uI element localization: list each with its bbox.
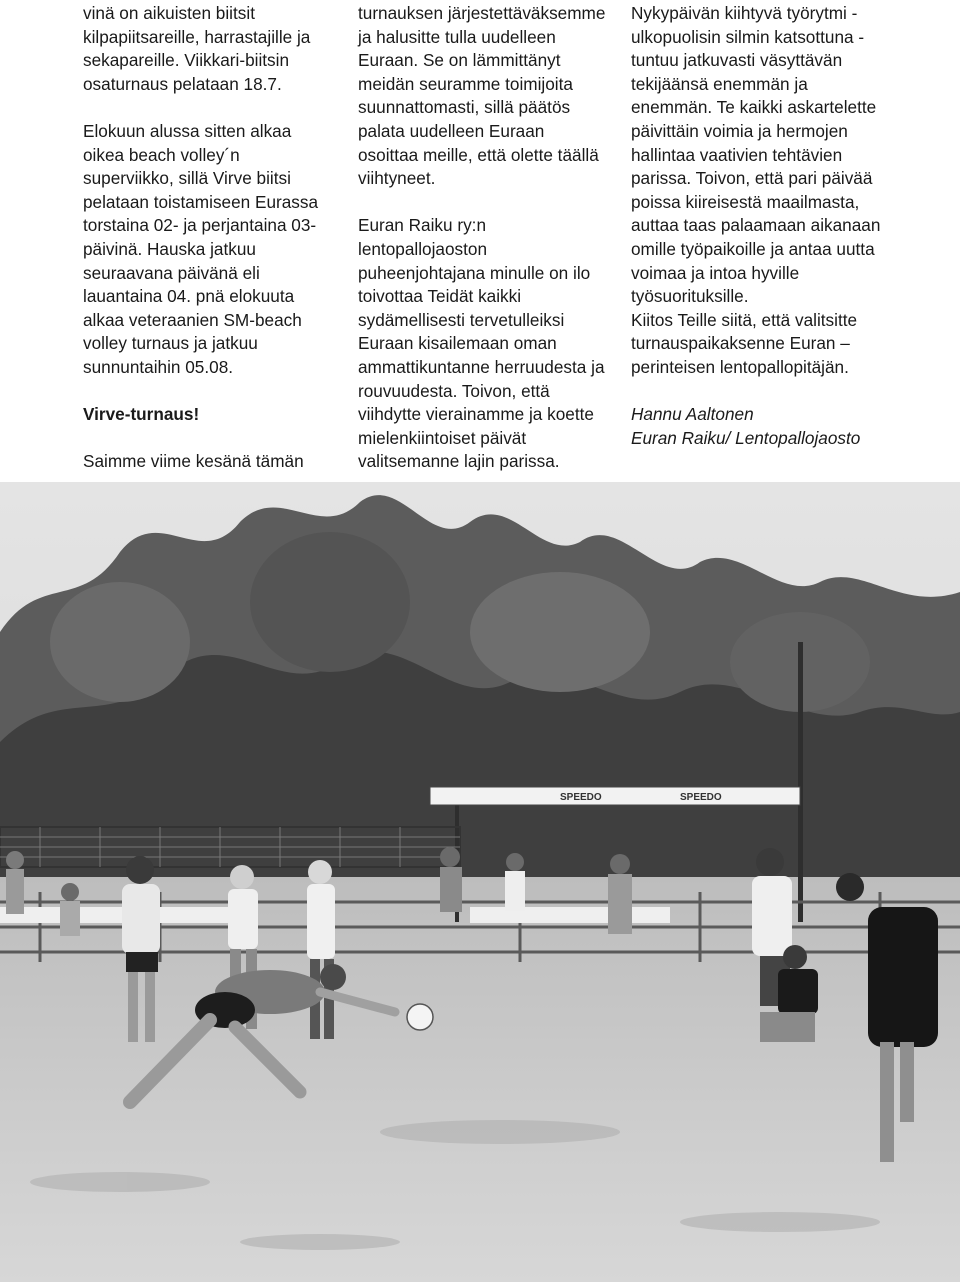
col2-paragraph-2: Euran Raiku ry:n lentopallojaoston puheenjohtajana minulle on ilo toivottaa Teidät kaikki sydämellisesti tervetulleiksi Euraan kisailemaan oman ammattikuntanne herruudesta ja rouvuudesta. Toivon, että viihdytte vierainamme ja koette mielenkiintoiset päivät valitsemanne lajin parissa. bbox=[358, 215, 605, 472]
signature-title: Euran Raiku/ Lentopallojaosto bbox=[631, 427, 861, 448]
section-heading: Virve-turnaus! bbox=[83, 404, 200, 425]
svg-text:SPEEDO: SPEEDO bbox=[680, 792, 722, 803]
col3-paragraph-2: Kiitos Teille siitä, että valitsitte turnauspaikaksenne Euran – perinteisen lentopallopitäjän. bbox=[631, 309, 858, 377]
beach-volleyball-photo bbox=[0, 482, 960, 1282]
article-column-2 bbox=[358, 2, 608, 474]
col3-paragraph-1: Nykypäivän kiihtyvä työrytmi - ulkopuolisin silmin katsottuna - tuntuu jatkuvasti väsyttävän tekijäänsä enemmän ja enemmän. Te kaikki askartelette päivittäin voimia ja hermojen hallintaa vaativien tehtävien parissa. Toivon, että pari päivää poissa kiireisestä maailmasta, auttaa taas palaamaan aikanaan omille työpaikoille ja antaa uutta voimaa ja intoa hyville työsuorituksille. bbox=[631, 3, 881, 307]
photo-illustration bbox=[0, 482, 960, 1282]
col2-paragraph-1: turnauksen järjestettäväksemme ja halusitte tulla uudelleen Euraan. Se on lämmittänyt meidän seuramme toimijoita suunnattomasti, sillä päätös palata uudelleen Euraan osoittaa meille, että olette täällä viihtyneet. bbox=[358, 3, 606, 189]
svg-text:SPEEDO: SPEEDO bbox=[560, 792, 602, 803]
col1-paragraph-2: Elokuun alussa sitten alkaa oikea beach volley´n superviikko, sillä Virve biitsi pelataan toistamiseen Eurassa torstaina 02- ja perjantaina 03-päivinä. Hauska jatkuu seuraavana päivänä eli lauantaina 04. pnä elokuuta alkaa veteraanien SM-beach volley turnaus ja jatkuu sunnuntaihin 05.08. bbox=[83, 120, 319, 377]
article-column-1 bbox=[83, 2, 333, 474]
article-column-3 bbox=[631, 2, 883, 450]
col1-paragraph-1: vinä on aikuisten biitsit kilpapiitsareille, harrastajille ja sekapareille. Viikkari-biitsin osaturnaus pelataan 18.7. bbox=[83, 3, 311, 94]
signature-name: Hannu Aaltonen bbox=[631, 404, 754, 425]
col1-paragraph-3: Saimme viime kesänä tämän bbox=[83, 451, 304, 472]
